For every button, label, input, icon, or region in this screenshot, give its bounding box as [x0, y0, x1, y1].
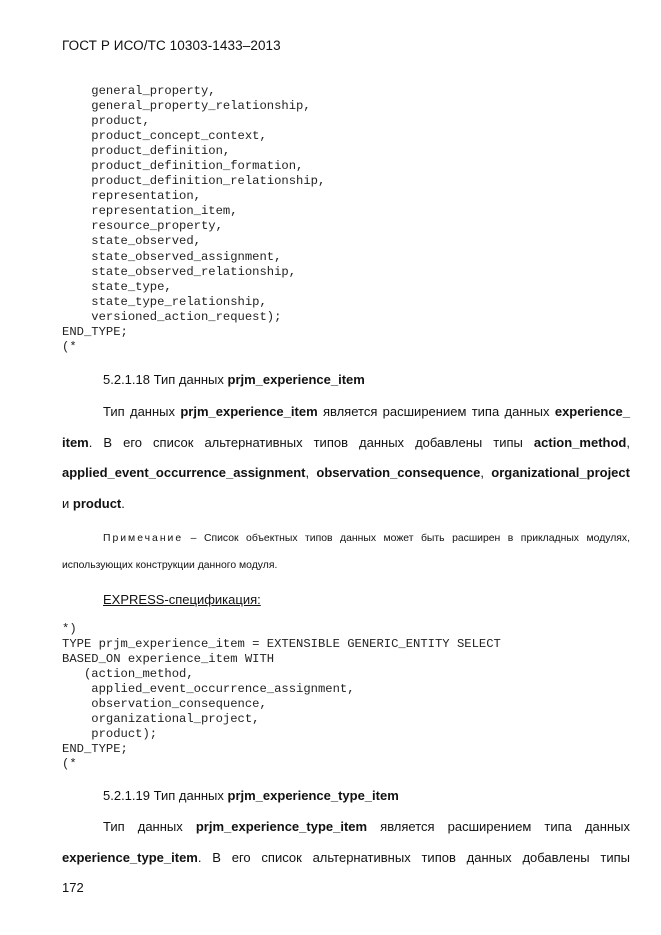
paragraph-line: experience_type_item. В его список альтернативных типов данных добавлены типы — [62, 850, 630, 865]
express-specification-label: EXPRESS-спецификация: — [103, 592, 261, 607]
paragraph-line: Тип данных prjm_experience_item является расширением типа данных experience_ — [103, 404, 631, 419]
code-block-express: *) TYPE prjm_experience_item = EXTENSIBLE GENERIC_ENTITY SELECT BASED_ON experience_item WITH (action_method, applied_event_occurrence_assignment, observation_consequence, organizational_project, product); END_TYPE; (* — [62, 622, 501, 772]
section-heading-5-2-1-18: 5.2.1.18 Тип данных prjm_experience_item — [103, 372, 365, 387]
paragraph-line: item. В его список альтернативных типов данных добавлены типы action_method, — [62, 435, 630, 450]
section-heading-5-2-1-19: 5.2.1.19 Тип данных prjm_experience_type_item — [103, 788, 399, 803]
code-block-select-list: general_property, general_property_relationship, product, product_concept_context, product_definition, product_definition_formation, product_definition_relationship, representation, representation_item, resource_property, state_observed, state_observed_assignment, state_observed_relationship, state_type, state_type_relationship, versioned_action_request); END_TYPE; (* — [62, 84, 326, 354]
note-line: использующих конструкции данного модуля. — [62, 560, 278, 571]
paragraph-line: Тип данных prjm_experience_type_item является расширением типа данных — [103, 819, 630, 834]
page-number: 172 — [62, 880, 84, 895]
paragraph-line: applied_event_occurrence_assignment, observation_consequence, organizational_project — [62, 465, 630, 480]
note-line: Примечание – Список объектных типов данных может быть расширен в прикладных модулях, — [103, 533, 630, 544]
paragraph-line: и product. — [62, 496, 125, 511]
page-header: ГОСТ Р ИСО/ТС 10303-1433–2013 — [62, 38, 281, 53]
